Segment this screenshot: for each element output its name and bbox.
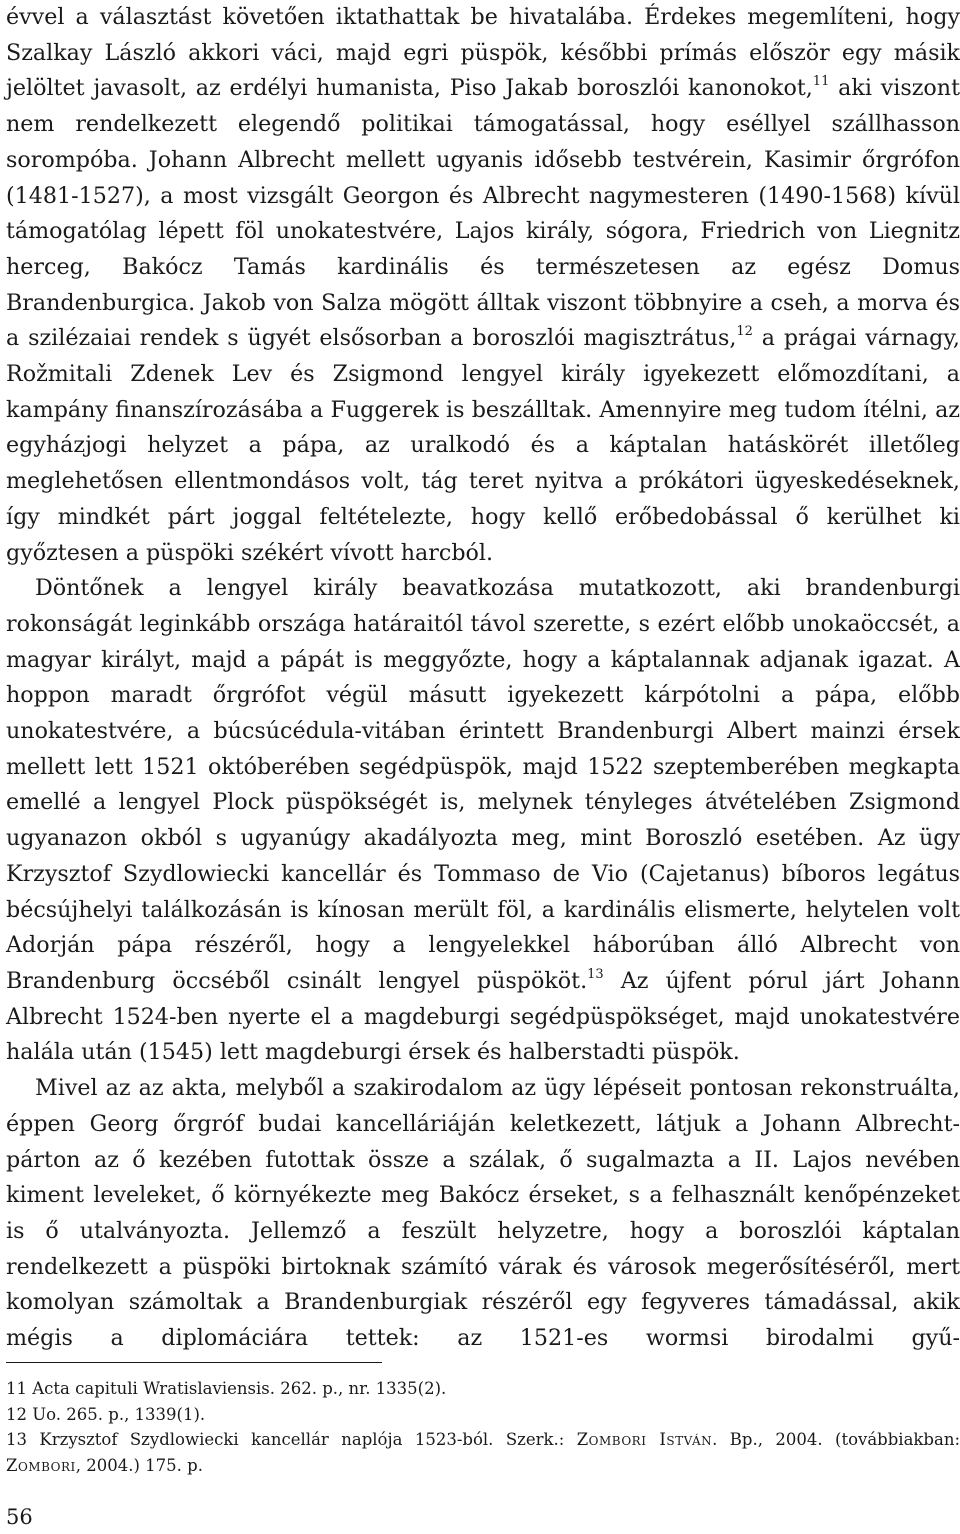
footnote-12 — [6, 1402, 960, 1428]
footnote-separator — [6, 1362, 382, 1363]
footnote-text: 12 Uo. 265. p., 1339(1). — [6, 1404, 206, 1424]
footnote-text: 11 Acta capituli Wratislaviensis. 262. p., nr. 1335(2). — [6, 1379, 447, 1398]
text-run: évvel a választást követően iktathattak be hivatalába. Érdekes megemlíteni, hogy Szalkay László akkori váci, majd egri püspök, későbbi prímás először egy másik jelöltet javasolt, az erdélyi humanista, Piso Jakab boroszlói kanonokot, — [6, 4, 960, 102]
paragraph-2 — [6, 571, 960, 1071]
footnotes — [6, 1376, 960, 1478]
footnote-text: 13 Krzysztof Szydlowiecki kancellár naplója 1523-ból. Szerk.: — [6, 1430, 577, 1449]
author-name: Zombori — [6, 1455, 76, 1475]
footnote-13 — [6, 1427, 960, 1478]
footnote-ref-11[interactable]: 11 — [812, 74, 830, 90]
footnote-text: , 2004.) 175. p. — [75, 1455, 203, 1475]
footnote-ref-12[interactable]: 12 — [736, 323, 753, 339]
paragraph-1 — [6, 0, 960, 571]
footnote-11 — [6, 1376, 960, 1402]
text-run: Döntőnek a lengyel király beavatkozása mutatkozott, aki brandenburgi rokonságát leginkább országa határaitól távol szerette, s ezért előbb unokaöccsét, a magyar királyt, majd a pápát is meggyőzte, hogy a káptalannak adjanak igazat. A hoppon maradt őrgrófot végül másutt igyekezett kárpótolni a pápa, előbb unokatestvére, a búcsúcédula-vitában érintett Brandenburgi Albert mainzi érsek mellett lett 1521 októberében segédpüspök, majd 1522 szeptemberében megkapta emellé a lengyel Plock püspökségét is, melynek tényleges átvételében Zsigmond ugyanazon okból s ugyanúgy akadályozta meg, mint Boroszló esetében. Az ügy Krzysztof Szydlowiecki kancellár és Tommaso de Vio (Cajetanus) bíboros legátus bécsújhelyi találkozásán is kínosan merült föl, a kardinális elismerte, helytelen volt Adorján pápa részéről, hogy a lengyelekkel háborúban álló Albrecht von Brandenburg öccséből csinált lengyel püspököt. — [6, 575, 960, 994]
text-run: Az újfent pórul járt Johann Albrecht 1524-ben nyerte el a magdeburgi segédpüspökséget, majd unokatestvére halála után (1545) lett magdeburgi érsek és halberstadti püspök. — [6, 967, 960, 1066]
footnote-ref-13[interactable]: 13 — [587, 966, 604, 982]
text-run: Mivel az az akta, melyből a szakirodalom az ügy lépéseit pontosan rekonstruálta, éppen Georg őrgróf budai kancelláriáján keletkezett, látjuk a Johann Albrecht-párton az ő kezében futottak össze a szálak, ő sugalmazta a II. Lajos nevében kiment leveleket, ő környékezte meg Bakócz érseket, s a felhasznált kenőpénzeket is ő utalványozta. Jellemző a feszült helyzetre, hogy a boroszlói káptalan rendelkezett a püspöki birtoknak számító várak és városok megerősítéséről, mert komolyan számoltak a Brandenburgiak részéről egy fegyveres támadással, akik mégis a diplomáciára tettek: az 1521-es wormsi birodalmi gyű- — [6, 1075, 960, 1352]
paragraph-3 — [6, 1071, 960, 1357]
main-text — [6, 0, 960, 1357]
text-run: aki viszont nem rendelkezett elegendő politikai támogatással, hogy eséllyel szállhasson sorompóba. Johann Albrecht mellett ugyanis idősebb testvérein, Kasimir őrgrófon (1481-1527), a most vizsgált Georgon és Albrecht nagymesteren (1490-1568) kívül támogatólag lépett föl unokatestvére, Lajos király, sógora, Friedrich von Liegnitz herceg, Bakócz Tamás kardinális és természetesen az egész Domus Brandenburgica. Jakob von Salza mögött álltak viszont többnyire a cseh, a morva és a szilézaiai rendek s ügyét elsősorban a boroszlói magisztrátus, — [6, 75, 960, 352]
footnote-text: . Bp., 2004. (továbbiakban: — [712, 1430, 960, 1449]
author-name: Zombori István — [576, 1430, 713, 1449]
page-number: 56 — [6, 1505, 33, 1529]
text-run: a prágai várnagy, Rožmitali Zdenek Lev és Zsigmond lengyel király igyekezett előmozdítani, a kampány finanszírozásába a Fuggerek is beszálltak. Amennyire meg tudom ítélni, az egyházjogi helyzet a pápa, az uralkodó és a káptalan hatáskörét illetőleg meglehetősen ellentmondásos volt, tág teret nyitva a prókátori ügyeskedéseknek, így mindkét párt joggal feltételezte, hogy kellő erőbedobással ő kerülhet ki győztesen a püspöki székért vívott harcból. — [6, 325, 960, 566]
